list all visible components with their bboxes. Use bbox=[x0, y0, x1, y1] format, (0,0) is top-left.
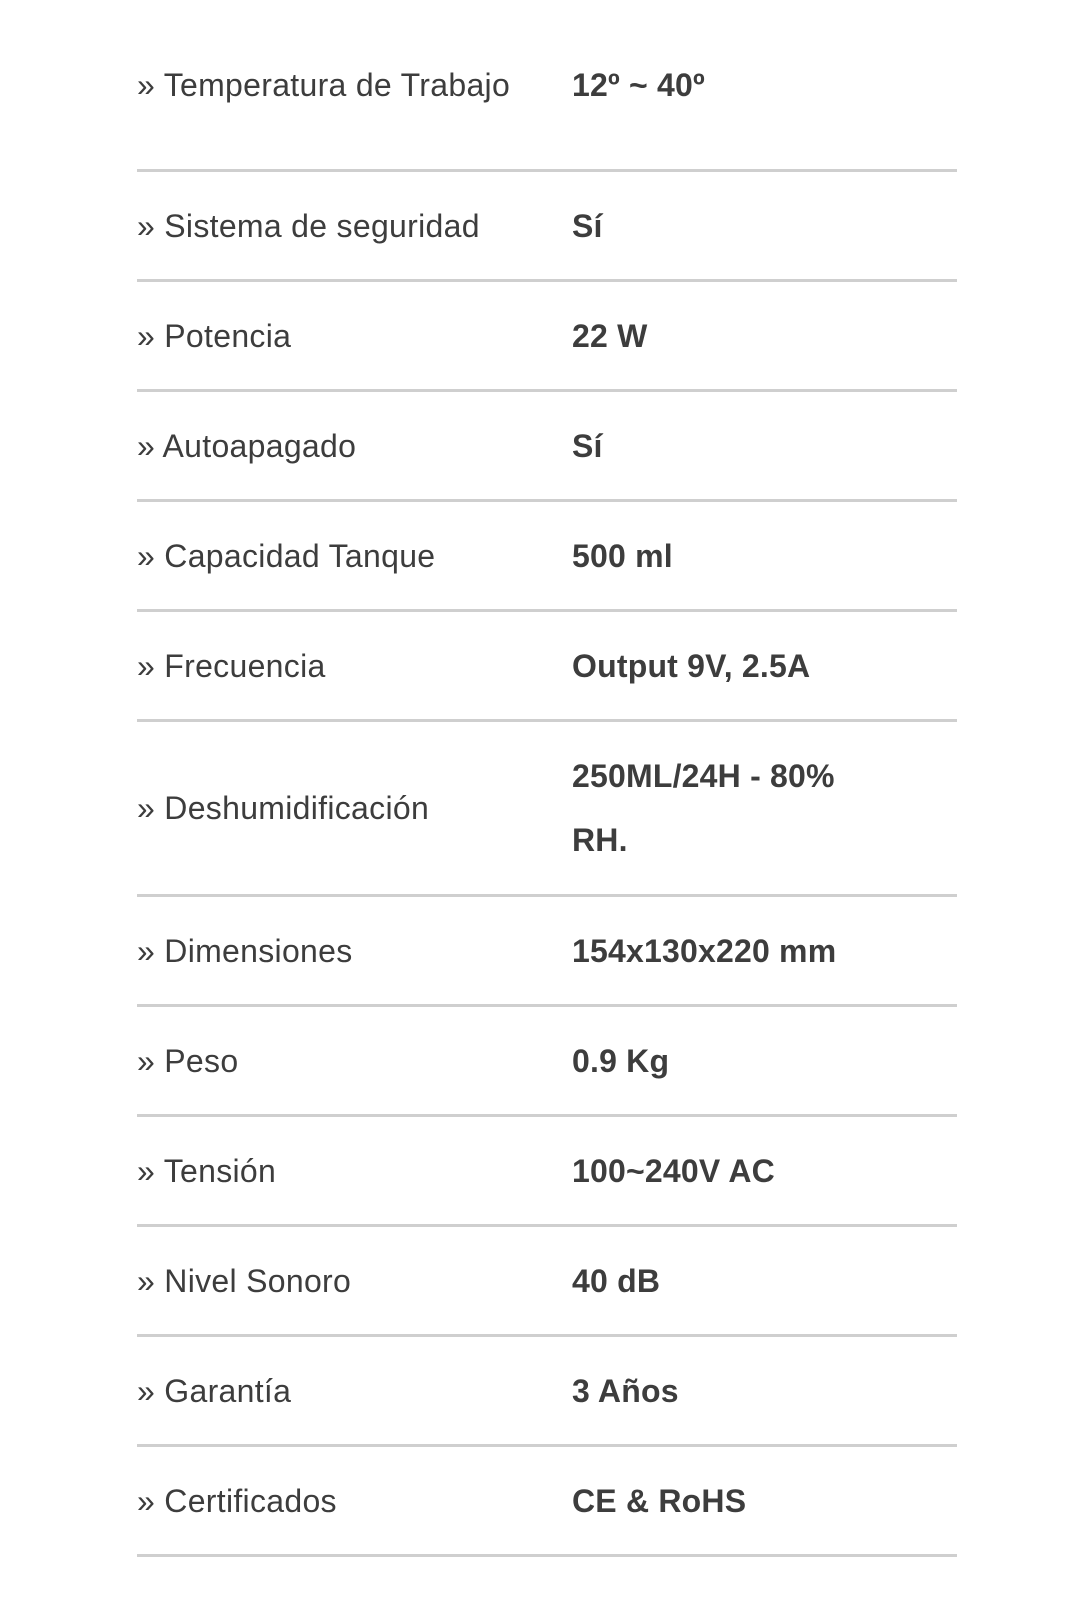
spec-label: » Peso bbox=[137, 1042, 239, 1079]
spec-row-potencia bbox=[137, 282, 957, 392]
spec-value: Sí bbox=[572, 427, 603, 464]
spec-table bbox=[137, 0, 957, 1557]
spec-label: » Garantía bbox=[137, 1372, 292, 1409]
spec-value: 22 W bbox=[572, 317, 648, 354]
spec-row-seguridad bbox=[137, 172, 957, 282]
spec-row-capacidad bbox=[137, 502, 957, 612]
spec-label: » Temperatura de Trabajo bbox=[137, 66, 511, 103]
spec-row-dimensiones bbox=[137, 897, 957, 1007]
spec-row-certificados bbox=[137, 1447, 957, 1557]
spec-value: 12º ~ 40º bbox=[572, 66, 705, 103]
spec-label: » Deshumidificación bbox=[137, 790, 430, 826]
spec-value: Output 9V, 2.5A bbox=[572, 647, 811, 684]
spec-row-tension bbox=[137, 1117, 957, 1227]
spec-row-garantia bbox=[137, 1337, 957, 1447]
spec-label: » Nivel Sonoro bbox=[137, 1262, 352, 1299]
spec-row-temperatura bbox=[137, 0, 957, 172]
spec-label: » Potencia bbox=[137, 317, 292, 354]
spec-label: » Autoapagado bbox=[137, 427, 357, 464]
spec-row-peso bbox=[137, 1007, 957, 1117]
spec-row-nivel-sonoro bbox=[137, 1227, 957, 1337]
spec-value: 100~240V AC bbox=[572, 1152, 775, 1189]
spec-label: » Sistema de seguridad bbox=[137, 207, 480, 244]
spec-label: » Dimensiones bbox=[137, 932, 353, 969]
spec-value: CE & RoHS bbox=[572, 1482, 747, 1519]
spec-value: 40 dB bbox=[572, 1262, 661, 1299]
spec-label: » Certificados bbox=[137, 1482, 337, 1519]
spec-label: » Tensión bbox=[137, 1152, 277, 1189]
spec-row-autoapagado bbox=[137, 392, 957, 502]
spec-value: 3 Años bbox=[572, 1372, 679, 1409]
spec-row-deshumidificacion bbox=[137, 722, 957, 897]
spec-label: » Frecuencia bbox=[137, 647, 326, 684]
spec-row-frecuencia bbox=[137, 612, 957, 722]
spec-value: Sí bbox=[572, 207, 603, 244]
spec-label: » Capacidad Tanque bbox=[137, 537, 436, 574]
spec-value: 154x130x220 mm bbox=[572, 932, 837, 969]
spec-value: 0.9 Kg bbox=[572, 1042, 670, 1079]
spec-value: 250ML/24H - 80% RH. bbox=[572, 758, 835, 858]
spec-value: 500 ml bbox=[572, 537, 673, 574]
